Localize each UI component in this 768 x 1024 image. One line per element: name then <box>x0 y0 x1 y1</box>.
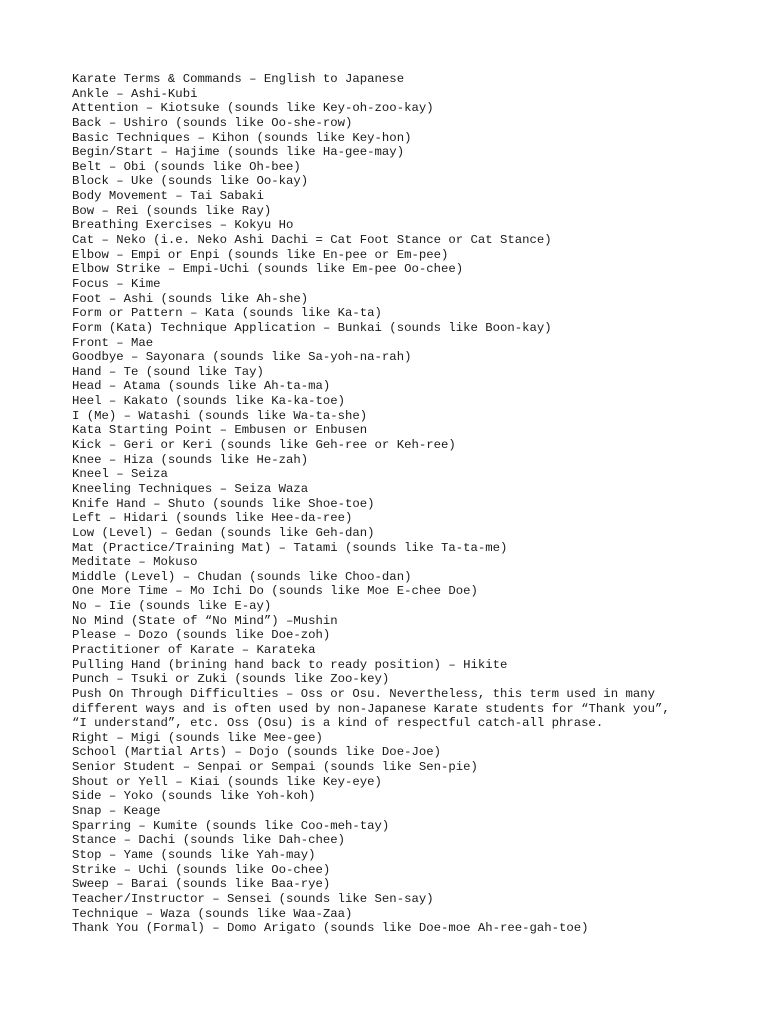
text-line: Kneel – Seiza <box>72 467 168 482</box>
text-line: Side – Yoko (sounds like Yoh-koh) <box>72 789 316 804</box>
text-line: Block – Uke (sounds like Oo-kay) <box>72 174 309 189</box>
document-text <box>72 72 762 936</box>
text-line: Kick – Geri or Keri (sounds like Geh-ree or Keh-ree) <box>72 438 456 453</box>
text-line: Kneeling Techniques – Seiza Waza <box>72 481 309 496</box>
text-line: Practitioner of Karate – Karateka <box>72 642 316 657</box>
text-line: Bow – Rei (sounds like Ray) <box>72 203 272 218</box>
text-line: Ankle – Ashi-Kubi <box>72 86 198 101</box>
text-line: Foot – Ashi (sounds like Ah-she) <box>72 291 309 306</box>
text-line: Snap – Keage <box>72 804 161 819</box>
text-line: Breathing Exercises – Kokyu Ho <box>72 218 294 233</box>
text-line: Heel – Kakato (sounds like Ka-ka-toe) <box>72 394 346 409</box>
text-line: Technique – Waza (sounds like Waa-Zaa) <box>72 906 353 921</box>
text-line: Focus – Kime <box>72 276 161 291</box>
text-line: Goodbye – Sayonara (sounds like Sa-yoh-na-rah) <box>72 350 412 365</box>
text-line: Elbow – Empi or Enpi (sounds like En-pee or Em-pee) <box>72 247 449 262</box>
text-line: Belt – Obi (sounds like Oh-bee) <box>72 159 301 174</box>
text-line: Stance – Dachi (sounds like Dah-chee) <box>72 833 346 848</box>
text-line: Attention – Kiotsuke (sounds like Key-oh-zoo-kay) <box>72 101 434 116</box>
text-line: Body Movement – Tai Sabaki <box>72 189 264 204</box>
text-line: School (Martial Arts) – Dojo (sounds like Doe-Joe) <box>72 745 441 760</box>
text-line: Begin/Start – Hajime (sounds like Ha-gee-may) <box>72 145 405 160</box>
text-line: Pulling Hand (brining hand back to ready position) – Hikite <box>72 657 508 672</box>
text-line: One More Time – Mo Ichi Do (sounds like Moe E-chee Doe) <box>72 584 478 599</box>
text-line: Head – Atama (sounds like Ah-ta-ma) <box>72 379 331 394</box>
text-line: Left – Hidari (sounds like Hee-da-ree) <box>72 511 353 526</box>
text-line: Cat – Neko (i.e. Neko Ashi Dachi = Cat Foot Stance or Cat Stance) <box>72 233 552 248</box>
text-line: Elbow Strike – Empi-Uchi (sounds like Em-pee Oo-chee) <box>72 262 464 277</box>
text-line: Knee – Hiza (sounds like He-zah) <box>72 452 309 467</box>
text-line: Basic Techniques – Kihon (sounds like Key-hon) <box>72 130 412 145</box>
document-title: Karate Terms & Commands – English to Japanese <box>72 72 405 86</box>
text-line: I (Me) – Watashi (sounds like Wa-ta-she) <box>72 408 368 423</box>
text-line: Right – Migi (sounds like Mee-gee) <box>72 730 323 745</box>
text-line: Sweep – Barai (sounds like Baa-rye) <box>72 877 331 892</box>
text-line: Form or Pattern – Kata (sounds like Ka-ta) <box>72 306 382 321</box>
text-line: No Mind (State of “No Mind”) –Mushin <box>72 613 338 628</box>
text-line: Thank You (Formal) – Domo Arigato (sounds like Doe-moe Ah-ree-gah-toe) <box>72 921 589 936</box>
text-line: Push On Through Difficulties – Oss or Osu. Nevertheless, this term used in many <box>72 686 655 701</box>
text-line: Kata Starting Point – Embusen or Enbusen <box>72 423 368 438</box>
text-line: Hand – Te (sound like Tay) <box>72 364 264 379</box>
text-line: Sparring – Kumite (sounds like Coo-meh-tay) <box>72 818 390 833</box>
text-line: Front – Mae <box>72 335 154 350</box>
text-line: Mat (Practice/Training Mat) – Tatami (sounds like Ta-ta-me) <box>72 540 508 555</box>
text-line: Punch – Tsuki or Zuki (sounds like Zoo-key) <box>72 672 390 687</box>
text-line: No – Iie (sounds like E-ay) <box>72 599 272 614</box>
text-line: “I understand”, etc. Oss (Osu) is a kind of respectful catch-all phrase. <box>72 716 604 731</box>
text-line: Low (Level) – Gedan (sounds like Geh-dan) <box>72 525 375 540</box>
text-line: Back – Ushiro (sounds like Oo-she-row) <box>72 115 353 130</box>
text-line: Form (Kata) Technique Application – Bunkai (sounds like Boon-kay) <box>72 320 552 335</box>
text-line: Knife Hand – Shuto (sounds like Shoe-toe) <box>72 496 375 511</box>
text-line: Teacher/Instructor – Sensei (sounds like Sen-say) <box>72 891 434 906</box>
text-line: Strike – Uchi (sounds like Oo-chee) <box>72 862 331 877</box>
text-line: Please – Dozo (sounds like Doe-zoh) <box>72 628 331 643</box>
text-line: Middle (Level) – Chudan (sounds like Choo-dan) <box>72 569 412 584</box>
text-line: Stop – Yame (sounds like Yah-may) <box>72 847 316 862</box>
text-line: Meditate – Mokuso <box>72 555 198 570</box>
text-line: different ways and is often used by non-Japanese Karate students for “Thank you”, <box>72 701 670 716</box>
text-line: Shout or Yell – Kiai (sounds like Key-eye) <box>72 774 382 789</box>
text-line: Senior Student – Senpai or Sempai (sounds like Sen-pie) <box>72 760 478 775</box>
